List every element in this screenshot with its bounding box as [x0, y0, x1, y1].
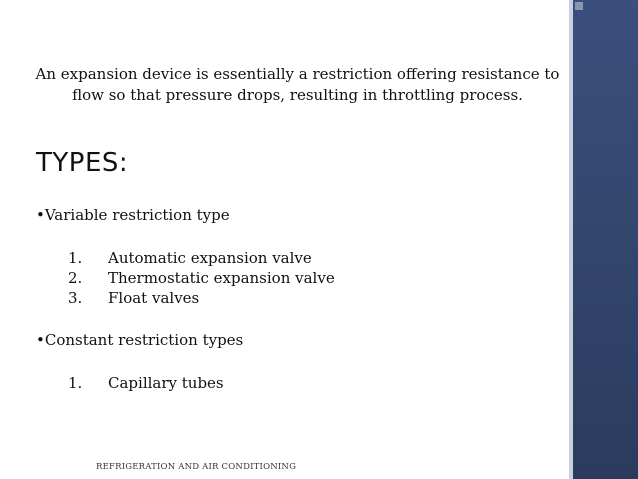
side-mark	[575, 2, 583, 10]
side-band	[569, 0, 638, 479]
list-number: 3.	[68, 289, 83, 307]
list-item-capillary	[68, 373, 224, 393]
list-number: 2.	[68, 269, 83, 287]
list-text: Capillary tubes	[108, 374, 224, 392]
footer-text: REFRIGERATION AND AIR CONDITIONING	[96, 462, 297, 472]
constant-restriction-bullet: •Constant restriction types	[36, 331, 244, 349]
list-number: 1.	[68, 249, 83, 267]
list-number: 1.	[68, 374, 83, 392]
list-item-thermostatic	[68, 268, 335, 288]
intro-text: An expansion device is essentially a restriction offering resistance to flow so that pressure drops, resulting in throttling process.	[35, 65, 560, 104]
list-item-automatic	[68, 248, 312, 268]
variable-restriction-bullet: •Variable restriction type	[36, 206, 230, 224]
list-text: Thermostatic expansion valve	[108, 269, 335, 287]
list-item-float	[68, 288, 199, 308]
list-text: Float valves	[108, 289, 200, 307]
types-heading: TYPES:	[36, 148, 129, 178]
list-text: Automatic expansion valve	[108, 249, 312, 267]
